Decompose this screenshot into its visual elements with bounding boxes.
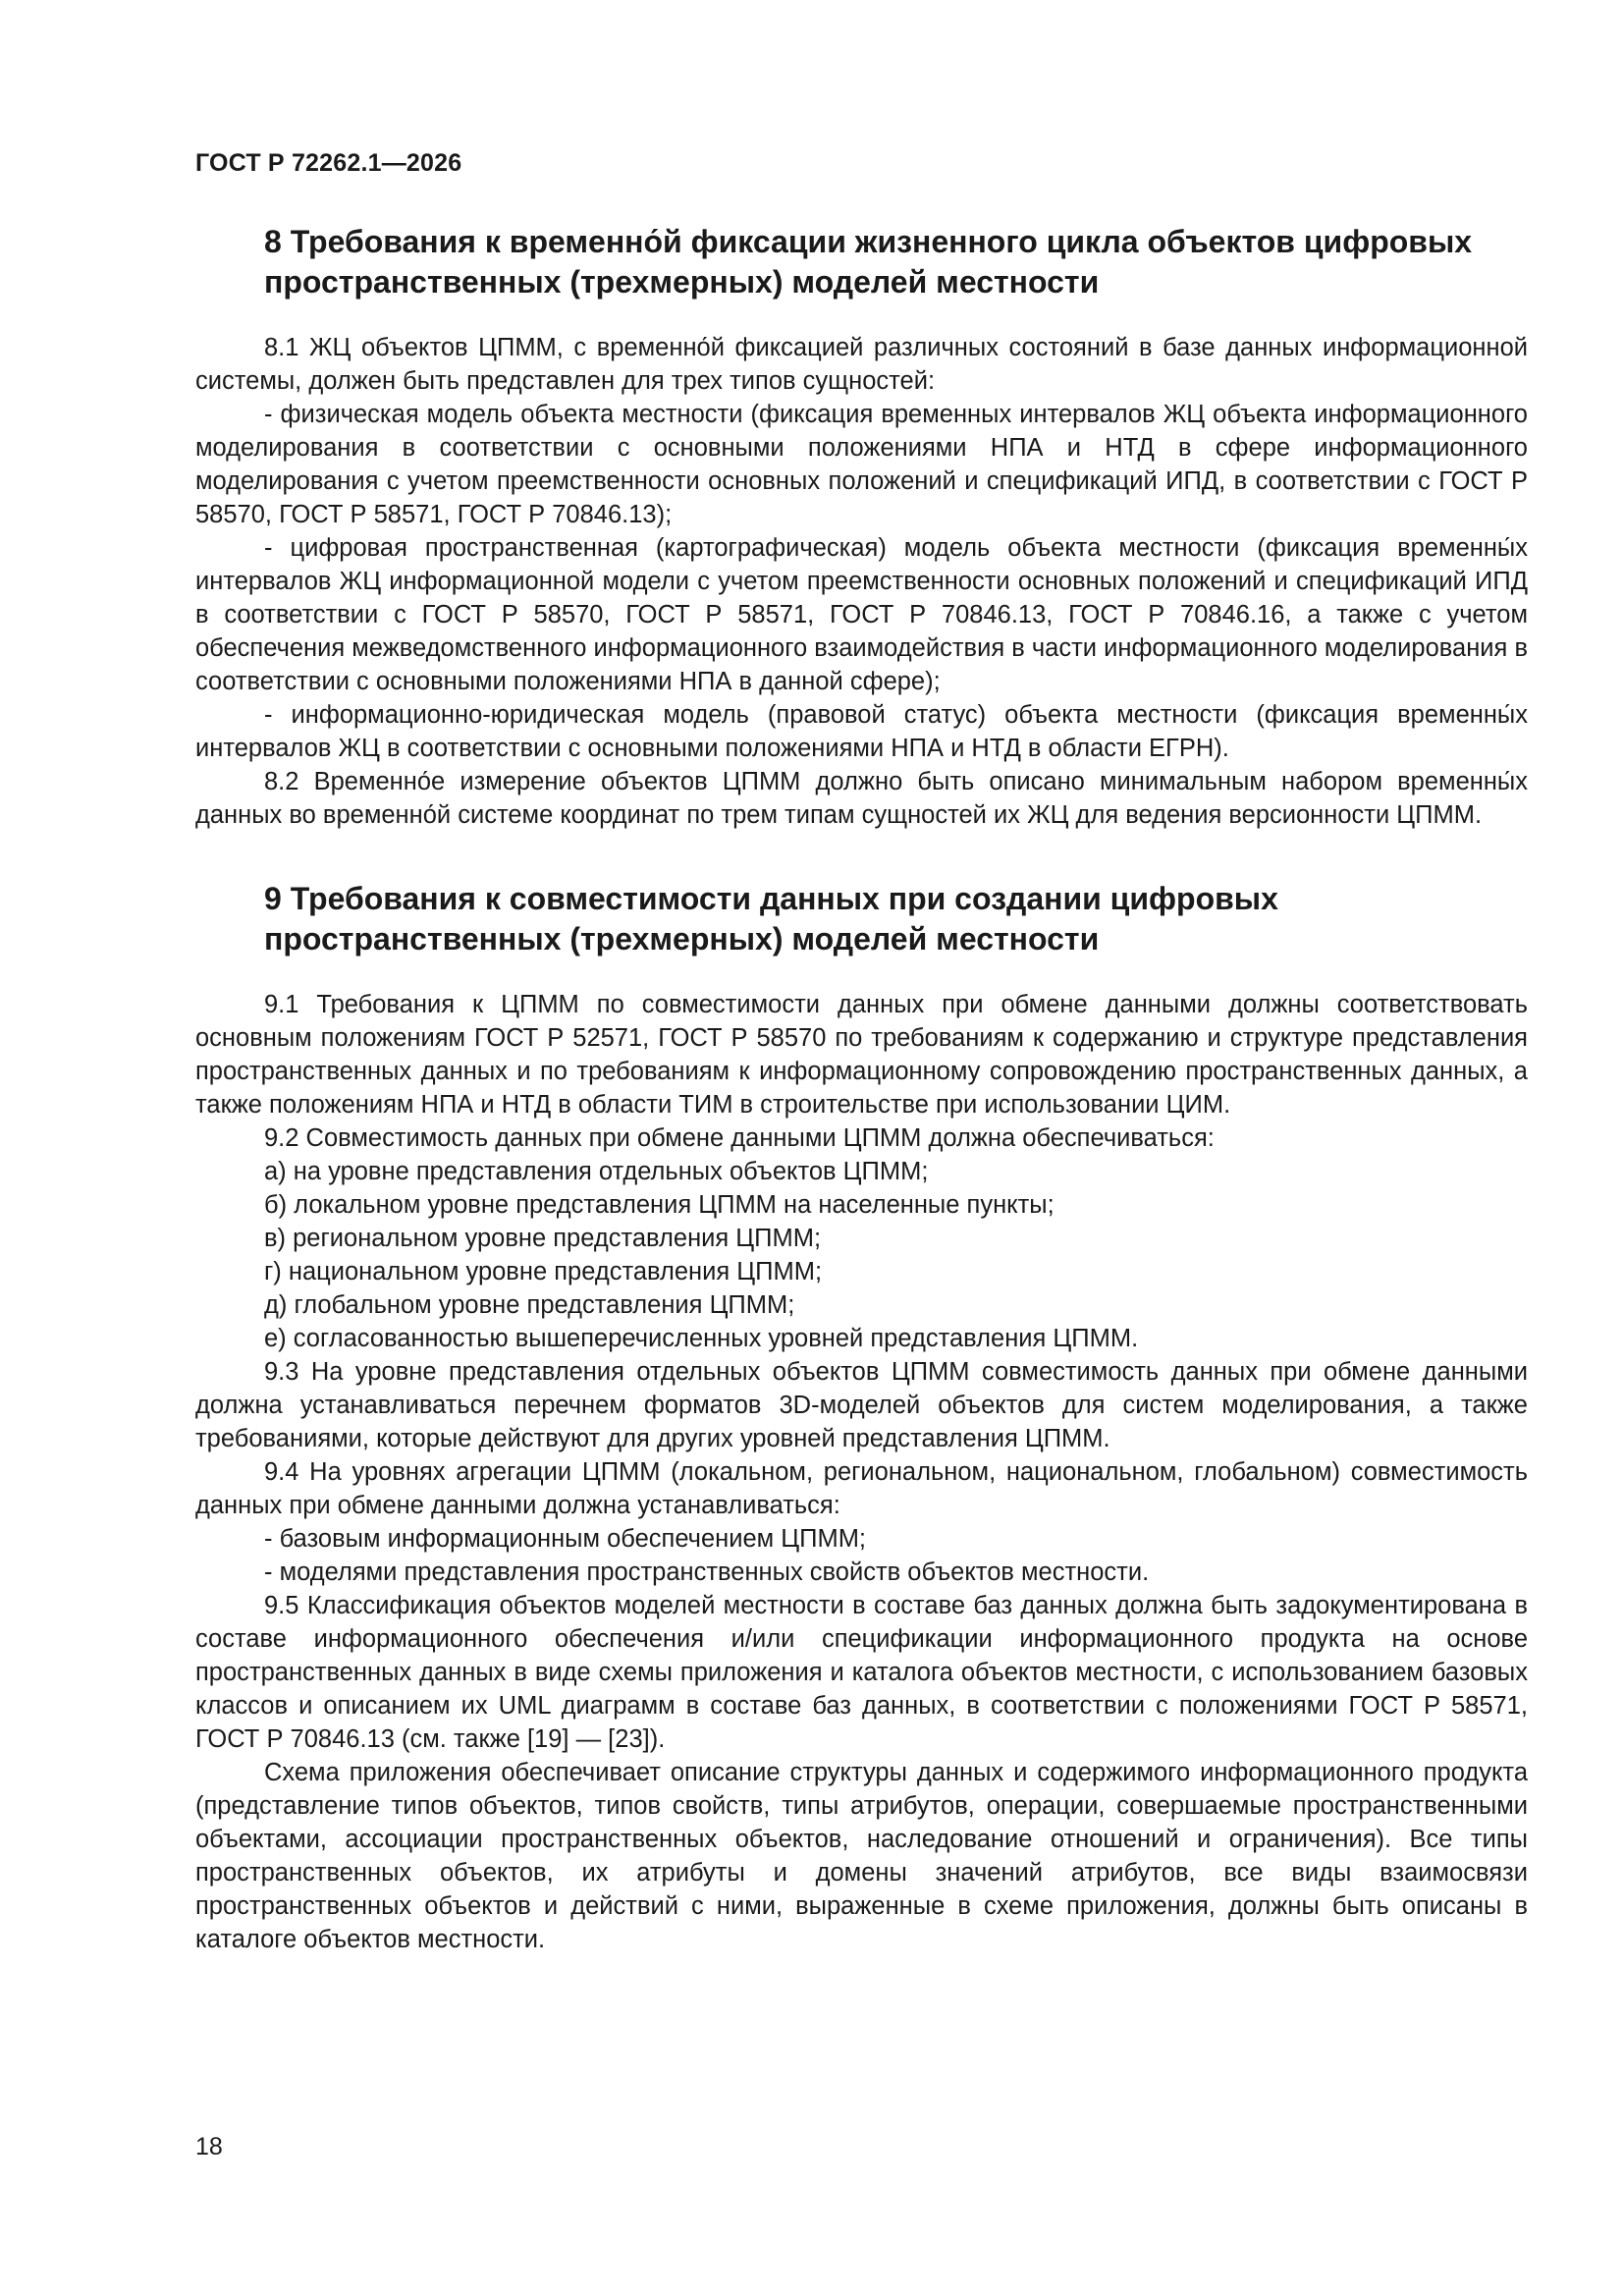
list-item-physical-model: - физическая модель объекта местности (фиксация временных интервалов ЖЦ объекта информационного моделирования в соответствии с основными положениями НПА и НТД в сфере информационного моделирования с учетом преемственности основных положений и спецификаций ИПД, в соответствии с ГОСТ Р 58570, ГОСТ Р 58571, ГОСТ Р 70846.13); <box>195 401 1528 528</box>
list-item-b: б) локальном уровне представления ЦПММ на населенные пункты; <box>264 1191 1055 1219</box>
document-code-header: ГОСТ Р 72262.1—2026 <box>195 149 462 177</box>
list-item-v: в) региональном уровне представления ЦПММ; <box>264 1225 822 1252</box>
list-item-legal-model: - информационно-юридическая модель (правовой статус) объекта местности (фиксация временны́х интервалов ЖЦ в соответствии с основными положениями НПА и НТД в области ЕГРН). <box>195 701 1528 762</box>
page-number: 18 <box>195 2133 223 2160</box>
section-9-body <box>195 988 1528 1956</box>
list-item-digital-model: - цифровая пространственная (картографическая) модель объекта местности (фиксация временны́х интервалов ЖЦ информационной модели с учетом преемственности основных положений и спецификаций ИПД в соответствии с ГОСТ Р 58570, ГОСТ Р 58571, ГОСТ Р 70846.13, ГОСТ Р 70846.16, а также с учетом обеспечения межведомственного информационного взаимодействия в части информационного моделирования в соответствии с основными положениями НПА в данной сфере); <box>195 534 1528 695</box>
list-item-a: а) на уровне представления отдельных объектов ЦПММ; <box>264 1158 929 1185</box>
section-8-title: 8 Требования к временно́й фиксации жизненного цикла объектов цифровых пространственных (трехмерных) моделей местности <box>264 224 1473 300</box>
list-item-base-info: - базовым информационным обеспечением ЦПММ; <box>264 1525 867 1553</box>
section-9-title: 9 Требования к совместимости данных при создании цифровых пространственных (трехмерных) моделей местности <box>264 881 1278 957</box>
list-item-d: д) глобальном уровне представления ЦПММ; <box>264 1291 795 1319</box>
paragraph-application-schema: Схема приложения обеспечивает описание структуры данных и содержимого информационного продукта (представление типов объектов, типов свойств, типы атрибутов, операции, совершаемые пространственными объектами, ассоциации пространственных объектов, наследование отношений и ограничения). Все типы пространственных объектов, их атрибуты и домены значений атрибутов, все виды взаимосвязи пространственных объектов и действий с ними, выраженные в схеме приложения, должны быть описаны в каталоге объектов местности. <box>195 1759 1528 1953</box>
paragraph-9-5: 9.5 Классификация объектов моделей местности в составе баз данных должна быть задокументирована в составе информационного обеспечения и/или спецификации информационного продукта на основе пространственных данных в виде схемы приложения и каталога объектов местности, с использованием базовых классов и описанием их UML диаграмм в составе баз данных, в соответствии с положениями ГОСТ Р 58571, ГОСТ Р 70846.13 (см. также [19] — [23]). <box>195 1592 1528 1753</box>
paragraph-9-1: 9.1 Требования к ЦПММ по совместимости данных при обмене данными должны соответствовать основным положениям ГОСТ Р 52571, ГОСТ Р 58570 по требованиям к содержанию и структуре представления пространственных данных и по требованиям к информационному сопровождению пространственных данных, а также положениям НПА и НТД в области ТИМ в строительстве при использовании ЦИМ. <box>195 991 1528 1119</box>
paragraph-8-2: 8.2 Временно́е измерение объектов ЦПММ должно быть описано минимальным набором временны́х данных во временно́й системе координат по трем типам сущностей их ЖЦ для ведения версионности ЦПММ. <box>195 768 1528 829</box>
section-8-body <box>195 331 1528 832</box>
page-content <box>195 222 1528 1956</box>
paragraph-9-2: 9.2 Совместимость данных при обмене данными ЦПММ должна обеспечиваться: <box>264 1124 1215 1152</box>
paragraph-8-1: 8.1 ЖЦ объектов ЦПММ, с временно́й фиксацией различных состояний в базе данных информационной системы, должен быть представлен для трех типов сущностей: <box>195 334 1528 395</box>
paragraph-9-3: 9.3 На уровне представления отдельных объектов ЦПММ совместимость данных при обмене данными должна устанавливаться перечнем форматов 3D-моделей объектов для систем моделирования, а также требованиями, которые действуют для других уровней представления ЦПММ. <box>195 1358 1528 1452</box>
list-item-g: г) национальном уровне представления ЦПММ; <box>264 1258 823 1285</box>
section-gap <box>195 832 1528 879</box>
list-item-spatial-models: - моделями представления пространственных свойств объектов местности. <box>264 1558 1150 1586</box>
paragraph-9-4: 9.4 На уровнях агрегации ЦПММ (локальном, региональном, национальном, глобальном) совместимость данных при обмене данными должна устанавливаться: <box>195 1458 1528 1519</box>
list-item-e: е) согласованностью вышеперечисленных уровней представления ЦПММ. <box>264 1325 1139 1352</box>
